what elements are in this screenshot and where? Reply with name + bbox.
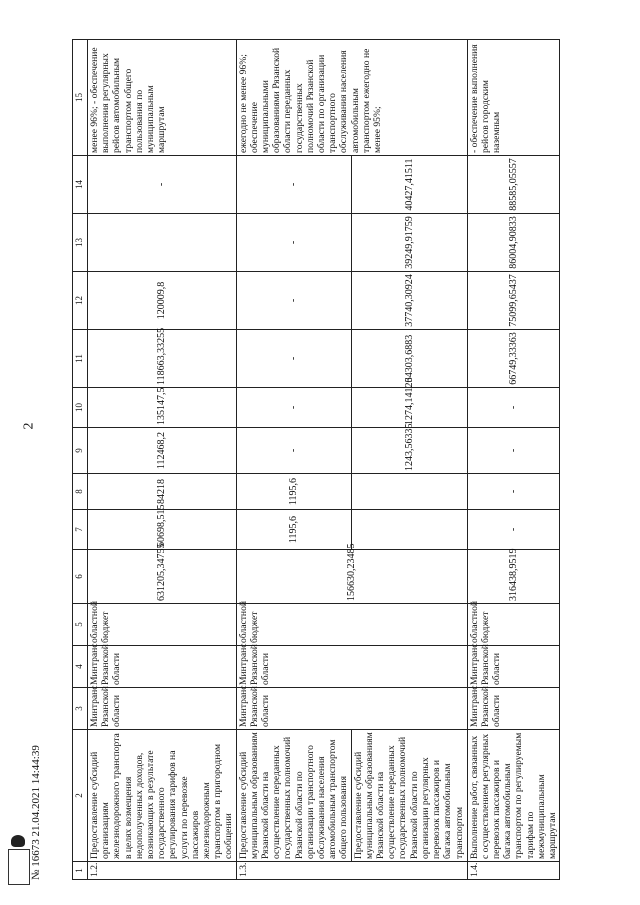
row-year-6: - xyxy=(236,272,351,330)
row-year-7: 39249,91759 xyxy=(351,214,467,272)
row-description: Выполнение работ, связанных с осуществлением регулярных перевозок пассажиров и багажа автомобильным транспортом по регулируемым тарифам по межмуниципальным маршрутам xyxy=(467,730,560,862)
row-year-5: - xyxy=(236,330,351,388)
row-year-1: 60698,515 xyxy=(88,510,237,550)
row-year-4: - xyxy=(467,388,560,428)
row-description: Предоставление субсидий муниципальным образованиям Рязанской области на осуществление переданных государственных полномочий Рязанской области по организации транспортного обслуживания населения автомобильным транспортом общего пользования xyxy=(236,730,351,862)
row-total: 156630,23485 xyxy=(236,550,467,604)
row-source: областной бюджет xyxy=(236,604,467,646)
row-year-6: 37740,30924 xyxy=(351,272,467,330)
row-year-5: 66749,33363 xyxy=(467,330,560,388)
row-year-8: 40427,41511 xyxy=(351,156,467,214)
row-executor: Минтранс Рязанской области xyxy=(467,688,560,730)
table-row xyxy=(88,40,237,880)
row-executor: Минтранс Рязанской области xyxy=(236,688,467,730)
row-result: - обеспечение выполнения рейсов городским наземным xyxy=(467,40,560,156)
row-source: областной бюджет xyxy=(88,604,237,646)
row-year-8: 88585,05557 xyxy=(467,156,560,214)
row-number: 1.4. xyxy=(467,862,560,880)
row-year-1: - xyxy=(467,510,560,550)
header-row xyxy=(73,40,88,880)
row-year-3: 1243,56335 xyxy=(351,428,467,474)
row-total: 631205,34755 xyxy=(88,550,237,604)
row-source: областной бюджет xyxy=(467,604,560,646)
header-cell: 14 xyxy=(73,156,88,214)
row-result: ежегодно не менее 96%; обеспечение муниципальными образованиями Рязанской области переданных государственных полномочий Рязанской области по организации транспортного обслуживания населения автомобильным транспортом ежегодно не менее 95%; xyxy=(236,40,467,156)
row-total: 316438,9519 xyxy=(467,550,560,604)
header-cell: 12 xyxy=(73,272,88,330)
row-year-3: - xyxy=(467,428,560,474)
stamp-box xyxy=(8,849,30,885)
row-year-8: - xyxy=(88,156,237,214)
stamp-mark-icon xyxy=(11,835,25,847)
row-grbs: Минтранс Рязанской области xyxy=(467,646,560,688)
header-cell: 10 xyxy=(73,388,88,428)
row-year-7: - xyxy=(236,214,351,272)
row-year-1: 1195,6 xyxy=(236,510,351,550)
header-cell: 1 xyxy=(73,862,88,880)
row-result: менее 96%; - обеспечение выполнения регулярных рейсов автомобильным транспортом общего пользования по муниципальным маршрутам xyxy=(88,40,237,156)
row-year-3: 112468,2 xyxy=(88,428,237,474)
row-description-2: Предоставление субсидий муниципальным образованиям Рязанской области на осуществление переданных государственных полномочий Рязанской области по организации регулярных перевозок пассажиров и багажа автомобильным транспортом xyxy=(351,730,467,862)
row-year-3: - xyxy=(236,428,351,474)
row-executor: Минтранс Рязанской области xyxy=(88,688,237,730)
row-year-8: - xyxy=(236,156,351,214)
table-row xyxy=(351,40,467,880)
header-cell: 7 xyxy=(73,510,88,550)
row-number: 1.3. xyxy=(236,862,467,880)
row-year-7 xyxy=(88,214,237,272)
header-cell: 13 xyxy=(73,214,88,272)
registration-footer: № 16673 21.04.2021 14:44:39 xyxy=(30,745,42,880)
row-year-6: 120009,8 xyxy=(88,272,237,330)
header-cell: 6 xyxy=(73,550,88,604)
program-table xyxy=(72,39,560,880)
header-cell: 9 xyxy=(73,428,88,474)
row-year-5: 34303,6883 xyxy=(351,330,467,388)
row-year-5: 118663,33255 xyxy=(88,330,237,388)
table-row xyxy=(236,40,351,880)
page-number: 2 xyxy=(21,422,37,430)
row-grbs: Минтранс Рязанской области xyxy=(236,646,467,688)
row-year-2: 84218 xyxy=(88,474,237,510)
rotated-page xyxy=(72,40,632,880)
row-year-4: 135147,5 xyxy=(88,388,237,428)
row-year-4: 1274,14126 xyxy=(351,388,467,428)
row-year-4: - xyxy=(236,388,351,428)
header-cell: 5 xyxy=(73,604,88,646)
document-stamp xyxy=(8,835,30,895)
row-year-2: - xyxy=(467,474,560,510)
row-grbs: Минтранс Рязанской области xyxy=(88,646,237,688)
row-year-6: 75099,65437 xyxy=(467,272,560,330)
row-description: Предоставление субсидий организациям железнодорожного транспорта в целях возмещения недополученных доходов, возникающих в результате государственного регулирования тарифов на услуги по перевозке пассажиров железнодорожным транспортом в пригородном сообщении xyxy=(88,730,237,862)
header-cell: 8 xyxy=(73,474,88,510)
table-row xyxy=(467,40,560,880)
row-year-7: 86004,90833 xyxy=(467,214,560,272)
header-cell: 2 xyxy=(73,730,88,862)
header-cell: 15 xyxy=(73,40,88,156)
header-cell: 4 xyxy=(73,646,88,688)
row-year-2: 1195,6 xyxy=(236,474,351,510)
header-cell: 3 xyxy=(73,688,88,730)
row-number: 1.2. xyxy=(88,862,237,880)
header-cell: 11 xyxy=(73,330,88,388)
